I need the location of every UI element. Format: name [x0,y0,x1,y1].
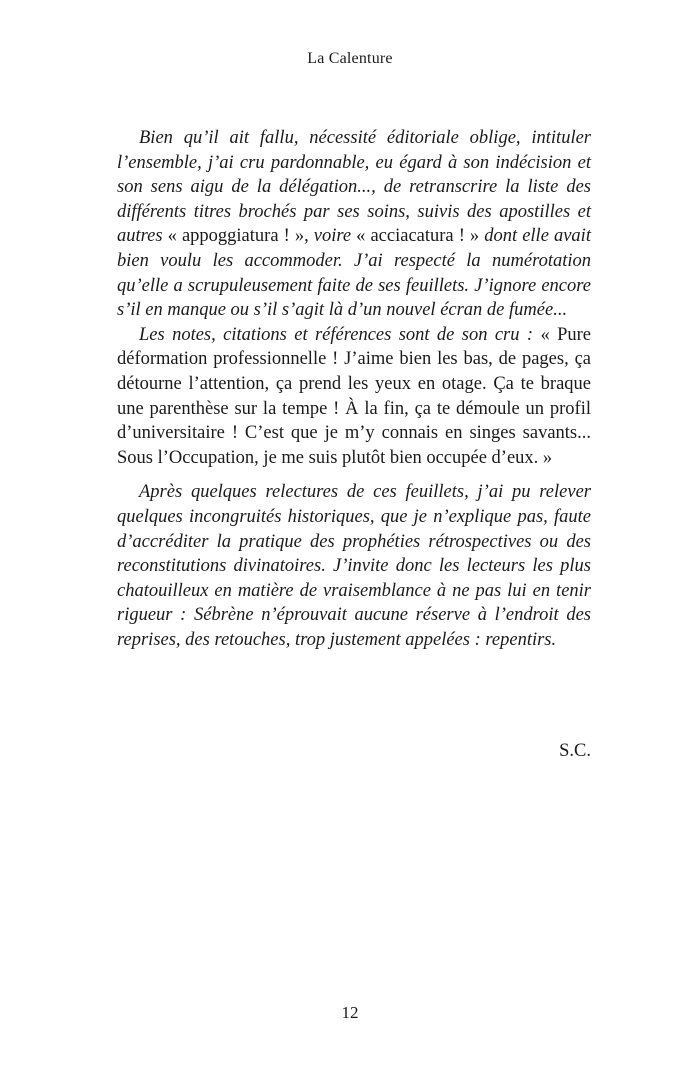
running-head: La Calenture [307,50,393,67]
paragraph-intro-roman-2: « acciacatura ! » [351,226,485,247]
paragraph-intro-italic-3: dont elle avait bien voulu les accommoder. J’ai respecté la numérotation qu’elle a scrupuleusement faite de ses feuillets. J’ignore encore s’il en manque ou s’il s’agit là d’un nouvel écran de fumée... [117,226,591,321]
paragraph-intro-roman-1: « appoggiatura ! », [162,226,314,247]
paragraph-intro-italic-2: voire [313,226,352,247]
page-number: 12 [341,1003,359,1022]
paragraph-intro-italic-1: Bien qu’il ait fallu, nécessité éditoriale oblige, intituler l’ensemble, j’ai cru pardonnable, eu égard à son indécision et son sens aigu de la délégation..., de retranscrire la liste des différents titres brochés par ses soins, suivis des apostilles et autres [117,128,591,247]
paragraph-notes-italic: Les notes, citations et références sont de son cru : [139,324,534,345]
paragraph-relectures-italic: Après quelques relectures de ces feuillets, j’ai pu relever quelques incongruités historiques, que je n’explique pas, faute d’accréditer la pratique des prophéties rétrospectives ou des reconstitutions divinatoires. J’invite donc les lecteurs les plus chatouilleux en matière de vraisemblance à ne pas lui en tenir rigueur : Sébrène n’éprouvait aucune réserve à l’endroit des reprises, des retouches, trop justement appelées : repentirs. [117,482,591,650]
signature: S.C. [559,741,591,761]
paragraph-relectures [117,480,591,652]
paragraph-notes [117,323,591,471]
paragraph-notes-quote: « Pure déformation professionnelle ! J’aime bien les bas, de pages, ça détourne l’attention, ça prend les yeux en otage. Ça te braque une parenthèse sur la tempe ! À la fin, ça te démoule un profil d’universitaire ! C’est que je m’y connais en singes savants... Sous l’Occupation, je me suis plutôt bien occupée d’eux. » [117,324,591,468]
paragraph-intro [117,126,591,323]
body-text [117,126,591,652]
